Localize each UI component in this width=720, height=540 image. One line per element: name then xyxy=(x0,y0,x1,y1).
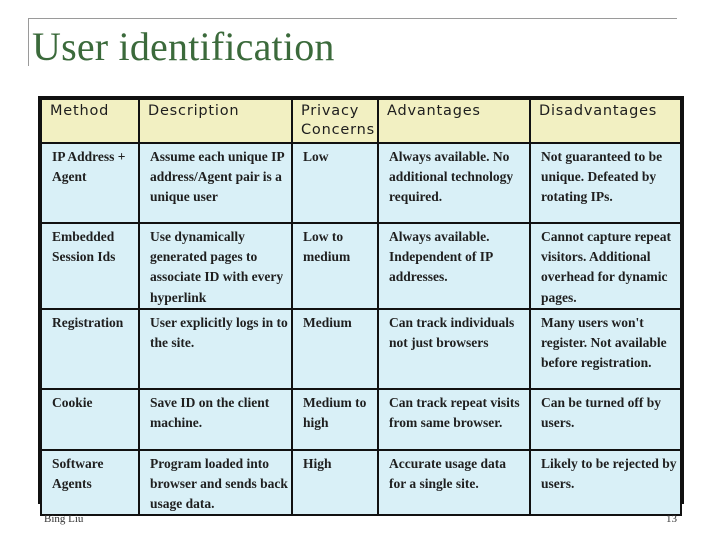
page-number: 13 xyxy=(666,513,677,525)
table-header-row xyxy=(41,99,681,143)
cell-method: IP Address + Agent xyxy=(41,143,139,223)
header-description: Description xyxy=(139,99,292,143)
cell-description: Use dynamically generated pages to associate ID with every hyperlink xyxy=(139,223,292,309)
cell-advantages: Can track repeat visits from same browser. xyxy=(378,389,530,450)
cell-advantages: Always available. Independent of IP addresses. xyxy=(378,223,530,309)
comparison-table-frame xyxy=(38,96,684,512)
cell-advantages: Accurate usage data for a single site. xyxy=(378,450,530,516)
cell-disadvantages: Can be turned off by users. xyxy=(530,389,681,450)
footer-author: Bing Liu xyxy=(44,513,84,525)
cell-disadvantages: Not guaranteed to be unique. Defeated by rotating IPs. xyxy=(530,143,681,223)
table-row xyxy=(41,450,681,516)
cell-method: Software Agents xyxy=(41,450,139,516)
cell-method: Embedded Session Ids xyxy=(41,223,139,309)
cell-description: Save ID on the client machine. xyxy=(139,389,292,450)
header-privacy-concerns: Privacy Concerns xyxy=(292,99,378,143)
cell-description: Program loaded into browser and sends back usage data. xyxy=(139,450,292,516)
cell-advantages: Can track individuals not just browsers xyxy=(378,309,530,389)
cell-advantages: Always available. No additional technology required. xyxy=(378,143,530,223)
header-method: Method xyxy=(41,99,139,143)
cell-privacy: Low to medium xyxy=(292,223,378,309)
table-row xyxy=(41,143,681,223)
cell-disadvantages: Cannot capture repeat visitors. Additional overhead for dynamic pages. xyxy=(530,223,681,309)
cell-disadvantages: Likely to be rejected by users. xyxy=(530,450,681,516)
cell-method: Registration xyxy=(41,309,139,389)
cell-method: Cookie xyxy=(41,389,139,450)
header-disadvantages: Disadvantages xyxy=(530,99,681,143)
comparison-table xyxy=(40,98,682,516)
cell-privacy: Low xyxy=(292,143,378,223)
table-row xyxy=(41,309,681,389)
slide-title: User identification xyxy=(32,24,335,69)
cell-description: User explicitly logs in to the site. xyxy=(139,309,292,389)
top-rule xyxy=(28,18,677,19)
cell-disadvantages: Many users won't register. Not available before registration. xyxy=(530,309,681,389)
cell-description: Assume each unique IP address/Agent pair is a unique user xyxy=(139,143,292,223)
cell-privacy: Medium to high xyxy=(292,389,378,450)
table-row xyxy=(41,389,681,450)
cell-privacy: High xyxy=(292,450,378,516)
table-row xyxy=(41,223,681,309)
header-advantages: Advantages xyxy=(378,99,530,143)
left-rule xyxy=(28,18,29,66)
cell-privacy: Medium xyxy=(292,309,378,389)
